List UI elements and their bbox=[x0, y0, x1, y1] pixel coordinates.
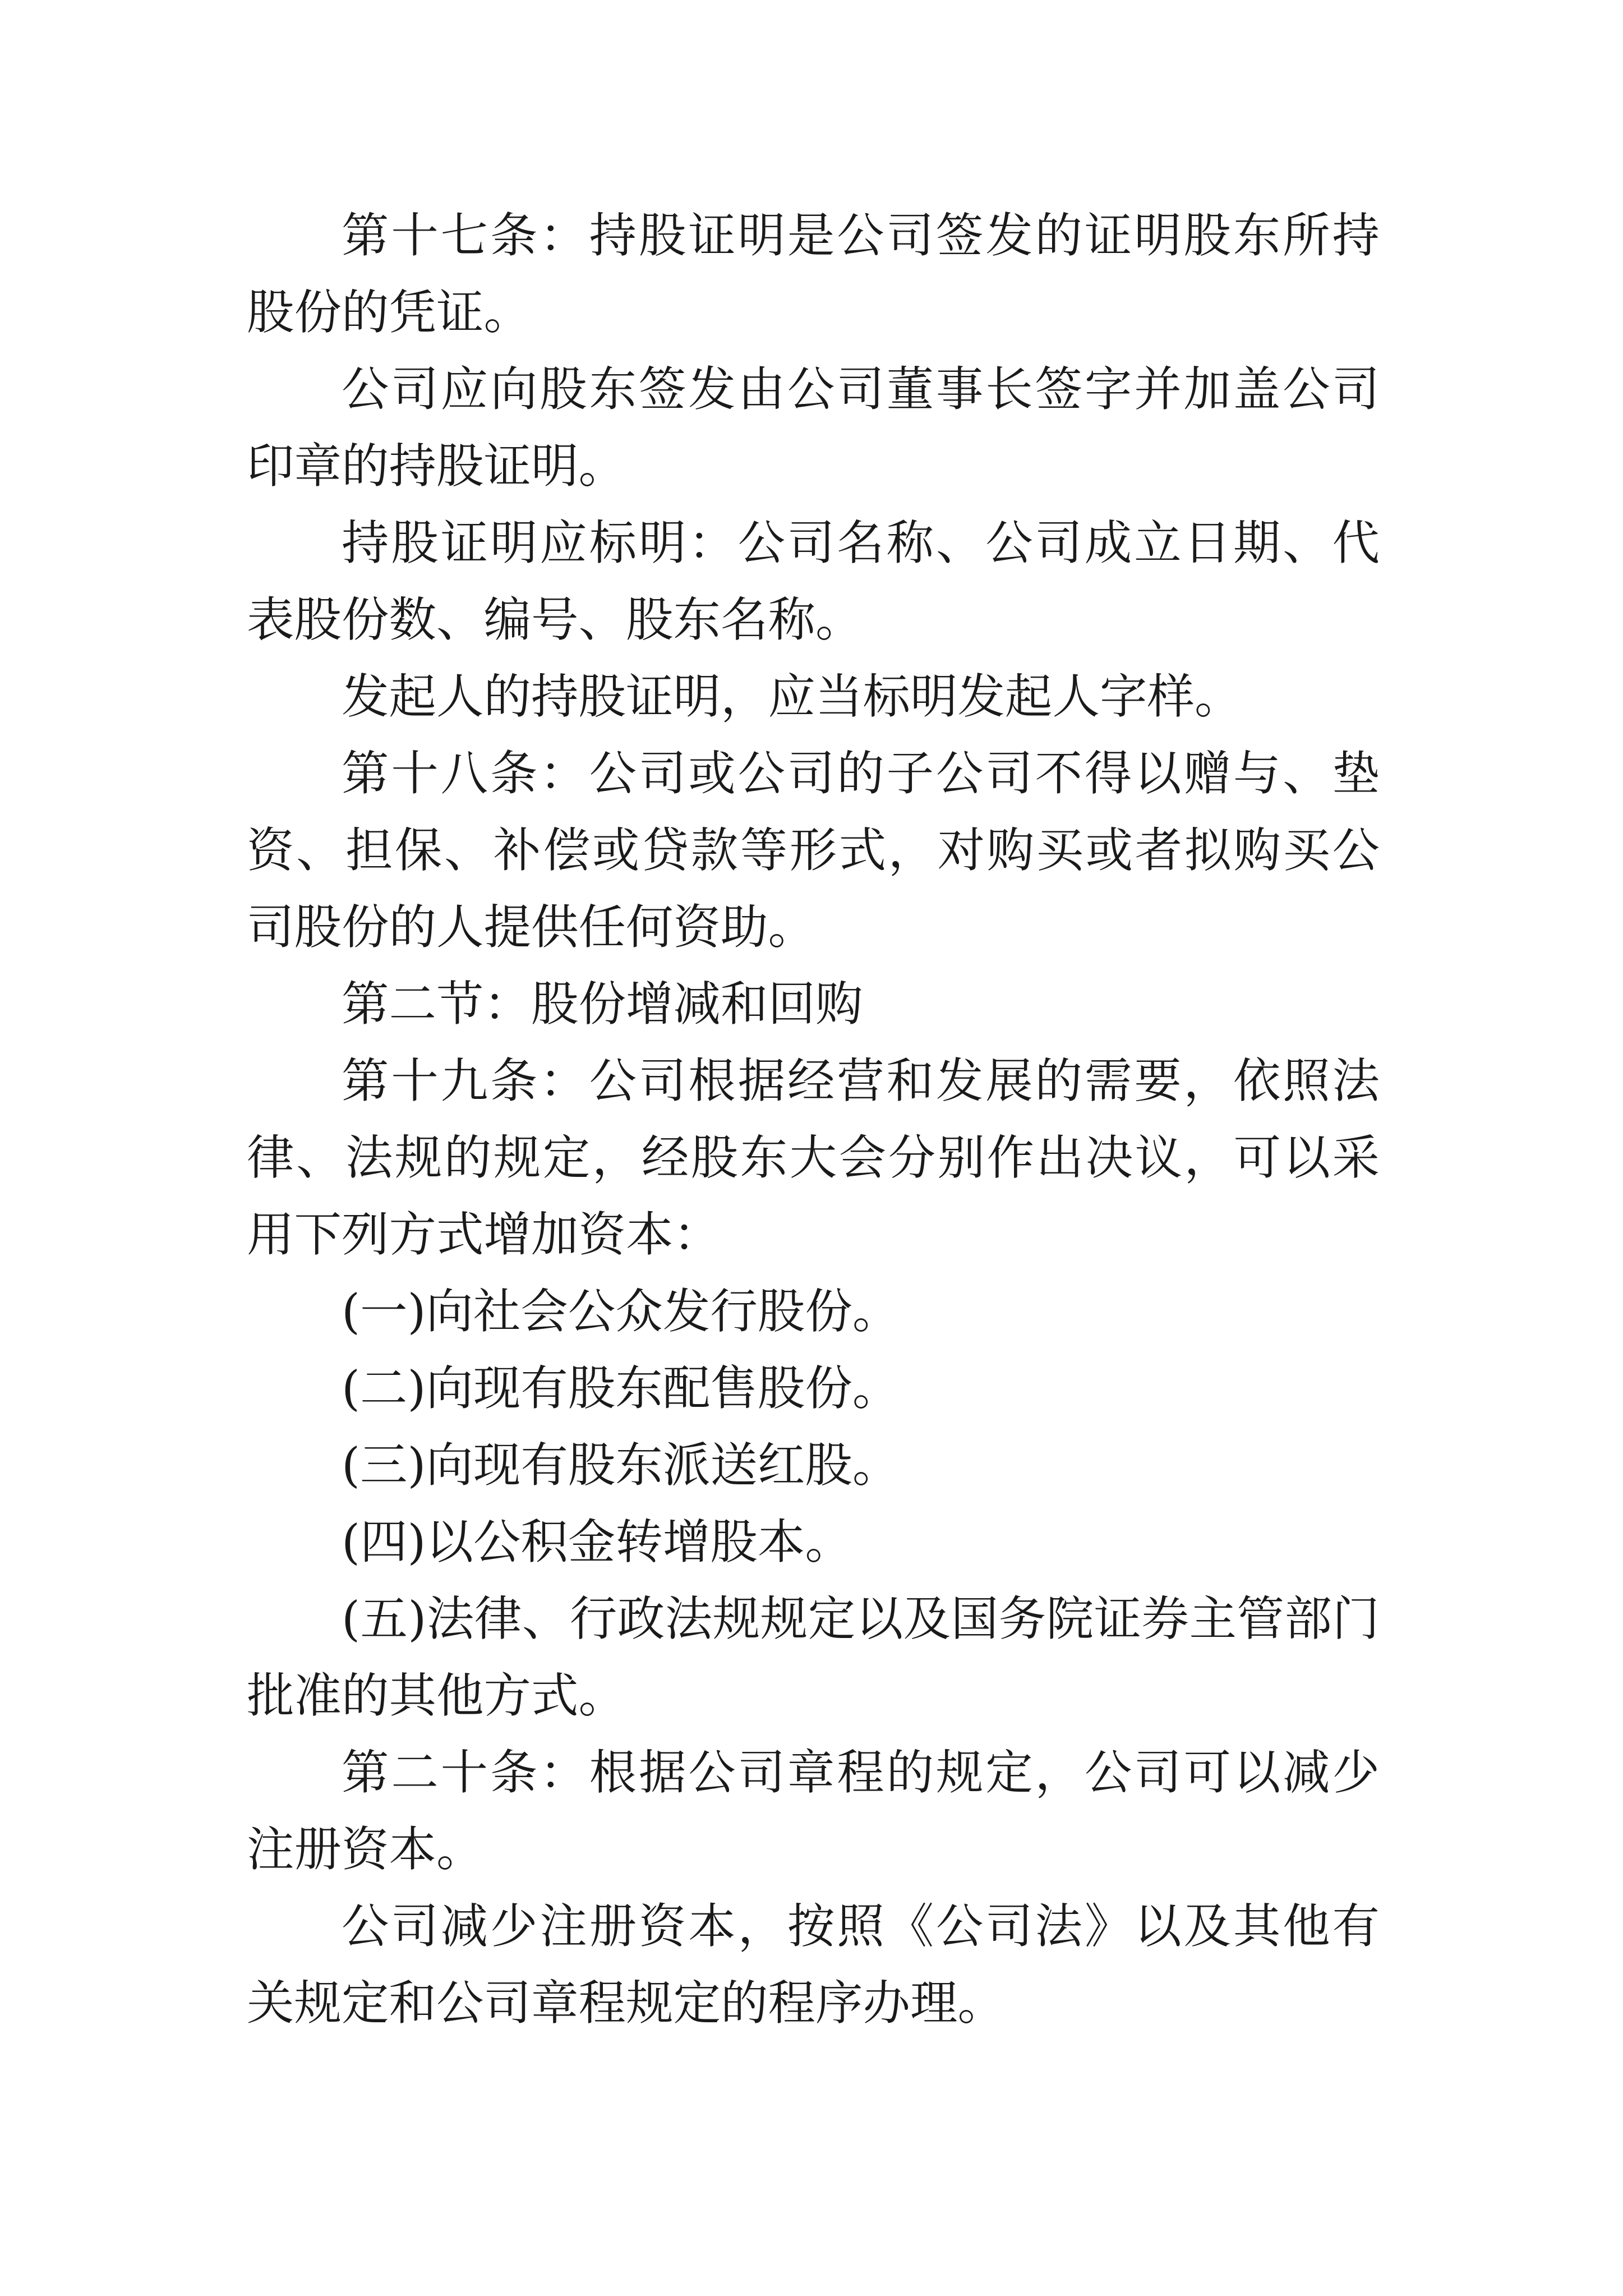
section-2-heading: 第二节：股份增减和回购 bbox=[342, 977, 863, 1032]
list-item-4: (四)以公积金转增股本。 bbox=[342, 1515, 852, 1570]
article-20-paragraph: 第二十条：根据公司章程的规定，公司可以减少注册资本。 bbox=[247, 1745, 1380, 1877]
promoter-certificate-paragraph: 发起人的持股证明，应当标明发起人字样。 bbox=[342, 669, 1242, 724]
article-19-paragraph: 第十九条：公司根据经营和发展的需要，依照法律、法规的规定，经股东大会分别作出决议，可以采用下列方式增加资本： bbox=[247, 1053, 1380, 1262]
list-item-2: (二)向现有股东配售股份。 bbox=[342, 1361, 900, 1416]
document-body bbox=[247, 197, 1380, 2042]
share-certificate-issuance-paragraph: 公司应向股东签发由公司董事长签字并加盖公司印章的持股证明。 bbox=[247, 362, 1380, 494]
share-certificate-contents-paragraph: 持股证明应标明：公司名称、公司成立日期、代表股份数、编号、股东名称。 bbox=[247, 516, 1380, 647]
article-17-paragraph: 第十七条：持股证明是公司签发的证明股东所持股份的凭证。 bbox=[247, 208, 1380, 340]
capital-reduction-procedure-paragraph: 公司减少注册资本，按照《公司法》以及其他有关规定和公司章程规定的程序办理。 bbox=[247, 1899, 1380, 2031]
list-item-1: (一)向社会公众发行股份。 bbox=[342, 1284, 900, 1339]
article-18-paragraph: 第十八条：公司或公司的子公司不得以赠与、垫资、担保、补偿或贷款等形式，对购买或者拟购买公司股份的人提供任何资助。 bbox=[247, 746, 1380, 955]
list-item-3: (三)向现有股东派送红股。 bbox=[342, 1438, 900, 1493]
list-item-5: (五)法律、行政法规规定以及国务院证券主管部门批准的其他方式。 bbox=[247, 1591, 1380, 1723]
